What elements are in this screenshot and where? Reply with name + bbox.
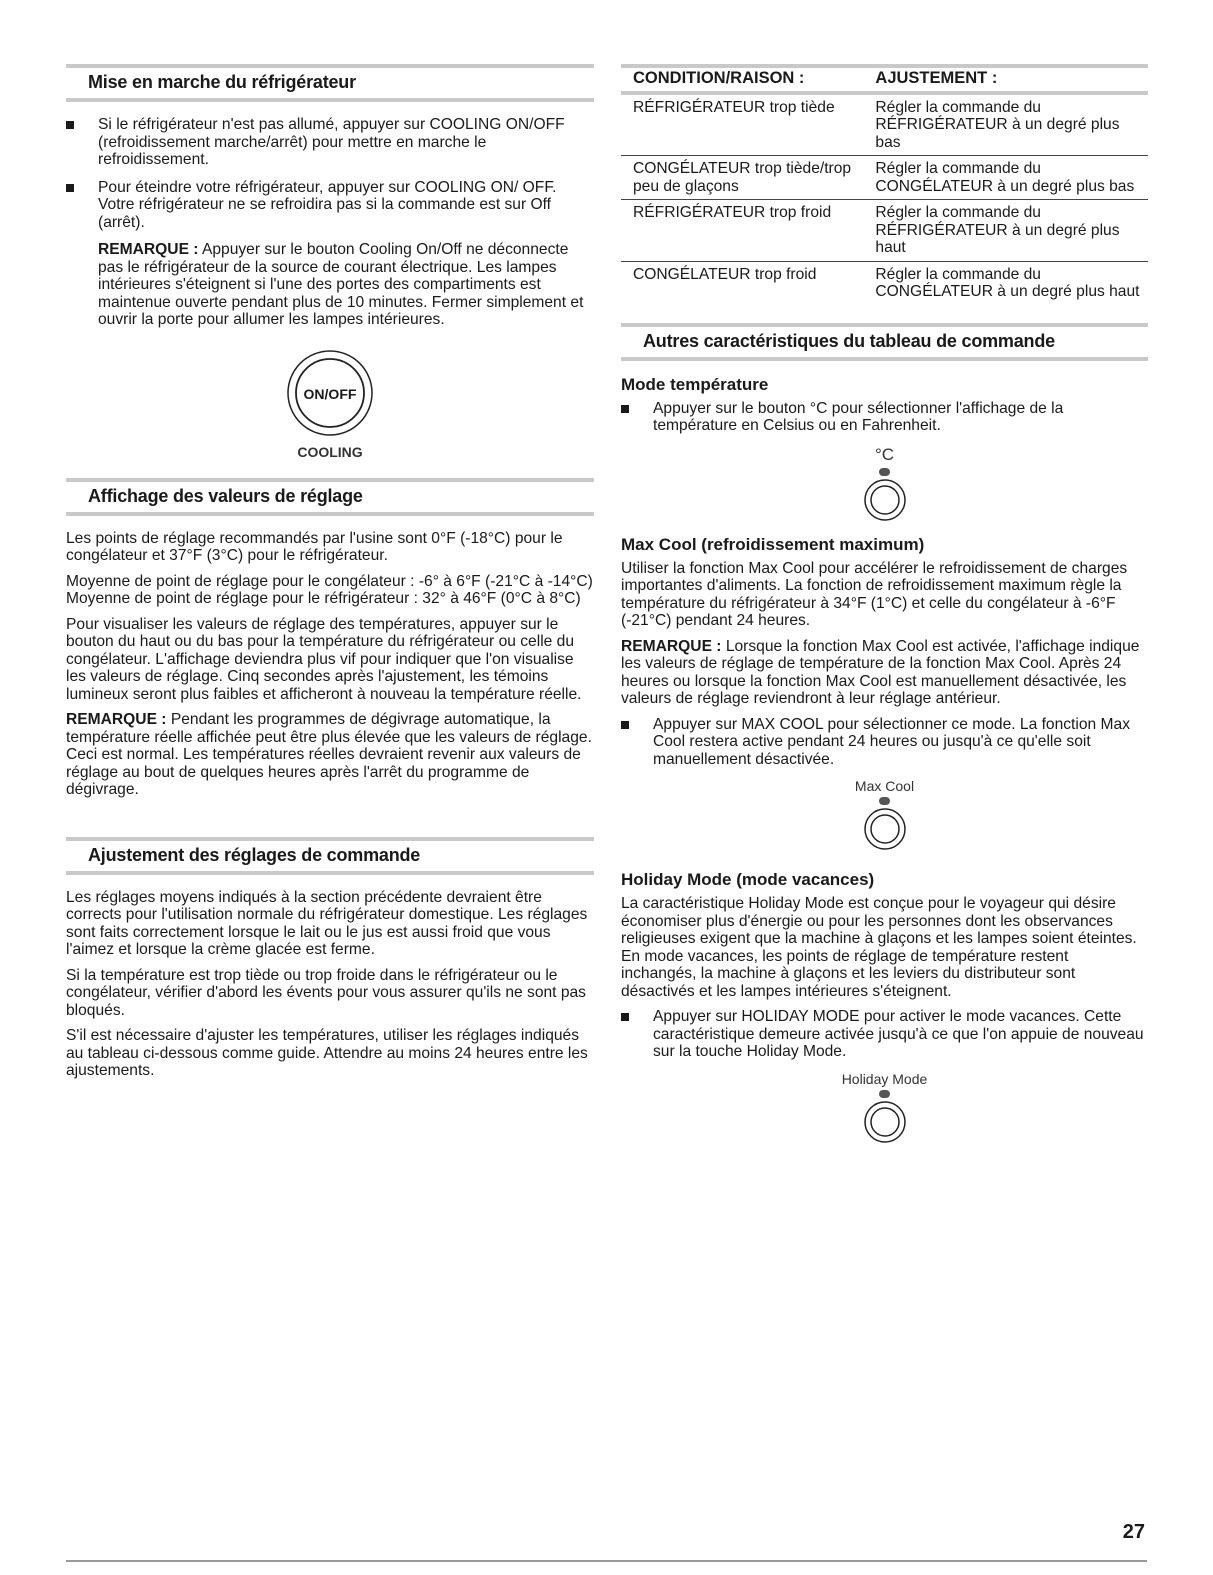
bullet-square-icon <box>621 721 629 729</box>
table-header-condition: CONDITION/RAISON : <box>633 69 805 87</box>
paragraph: S'il est nécessaire d'ajuster les températures, utiliser les réglages indiqués au tableau ci-dessous comme guide. Attendre au moins 24 heures entre les ajustements. <box>66 1027 588 1079</box>
section-title: Ajustement des réglages de commande <box>88 844 421 865</box>
table-row <box>621 261 1148 305</box>
footer-rule <box>66 1560 1147 1562</box>
page-number: 27 <box>1122 1521 1145 1543</box>
table-row <box>621 200 1148 262</box>
table-row <box>621 156 1148 200</box>
note-paragraph <box>66 241 594 329</box>
on-off-button-icon <box>280 349 380 441</box>
subheading-max-cool: Max Cool (refroidissement maximum) <box>621 534 925 554</box>
bullet-square-icon <box>66 121 74 129</box>
section-title: Mise en marche du réfrigérateur <box>88 72 356 92</box>
adjustment-cell: Régler la commande du CONGÉLATEUR à un degré plus bas <box>863 156 1148 200</box>
paragraph: Utiliser la fonction Max Cool pour accélérer le refroidissement de charges importantes d'aliments. La fonction de refroidissement maximum règle la température du réfrigérateur à 34°F (1°C) et celle du congélateur à -6°F (-21°C) pendant 24 heures. <box>621 559 1128 629</box>
paragraph: Les réglages moyens indiqués à la section précédente devraient être corrects pour l'utilisation normale du réfrigérateur domestique. Les réglages sont faits correctement lorsque le lait ou le jus est aussi froid que vous l'aimez et lorsque la crème glacée est ferme. <box>66 888 588 958</box>
right-column <box>621 64 1148 1149</box>
left-column <box>66 64 594 1088</box>
condition-cell: RÉFRIGÉRATEUR trop tiède <box>621 93 863 156</box>
bullet-text: Pour éteindre votre réfrigérateur, appuyer sur COOLING ON/ OFF. Votre réfrigérateur ne se refroidira pas si la commande est sur Off (arrêt). <box>98 178 557 231</box>
section-title: Autres caractéristiques du tableau de commande <box>643 330 1055 351</box>
holiday-mode-button-illustration <box>621 1071 1148 1149</box>
section-title: Affichage des valeurs de réglage <box>88 485 363 506</box>
condition-cell: RÉFRIGÉRATEUR trop froid <box>621 200 863 262</box>
paragraph: Moyenne de point de réglage pour le congélateur : -6° à 6°F (-21°C à -14°C) <box>66 572 593 590</box>
bullet-text: Appuyer sur le bouton °C pour sélectionner l'affichage de la température en Celsius ou en Fahrenheit. <box>653 399 1064 434</box>
bullet-item <box>66 116 594 169</box>
subheading-temp-mode: Mode température <box>621 374 769 394</box>
on-off-text: ON/OFF <box>303 385 357 402</box>
indicator-led-icon <box>879 468 890 476</box>
adjustment-table <box>621 64 1148 305</box>
note-text: Lorsque la fonction Max Cool est activée, l'affichage indique les valeurs de réglage de température de la fonction Max Cool. Après 24 heures ou lorsque la fonction Max Cool est manuellement désactivée, les valeurs de réglage reviendront à leur réglage antérieur. <box>621 637 1140 707</box>
note-label: REMARQUE : <box>621 637 722 655</box>
cooling-caption: COOLING <box>297 443 363 460</box>
note-label: REMARQUE : <box>98 241 199 258</box>
note-label: REMARQUE : <box>66 711 167 728</box>
note-text: Appuyer sur le bouton Cooling On/Off ne déconnecte pas le réfrigérateur de la source de courant électrique. Les lampes intérieures s'éteignent si l'une des portes des compartiments est maintenue ouverte pendant plus de 10 minutes. Fermer simplement et ouvrir la porte pour allumer les lampes intérieures. <box>98 241 584 328</box>
bullet-text: Appuyer sur HOLIDAY MODE pour activer le mode vacances. Cette caractéristique demeure activée jusqu'à ce que l'on appuie de nouveau sur la touche Holiday Mode. <box>653 1008 1144 1060</box>
cooling-button-illustration <box>66 349 594 460</box>
round-button-icon <box>863 478 907 522</box>
table-header-adjustment: AJUSTEMENT : <box>875 69 998 87</box>
round-button-icon <box>863 807 907 851</box>
bullet-item <box>621 1008 1148 1061</box>
indicator-led-icon <box>879 1090 890 1098</box>
bullet-square-icon <box>66 184 74 192</box>
bullet-item <box>621 400 1148 435</box>
note-text: Pendant les programmes de dégivrage automatique, la température réelle affichée peut être plus élevée que les valeurs de réglage. Ceci est normal. Les températures réelles devraient revenir aux valeurs de réglage au bout de quelques heures après l'arrêt du programme de dégivrage. <box>66 711 592 798</box>
bullet-square-icon <box>621 1013 629 1021</box>
paragraph: Les points de réglage recommandés par l'usine sont 0°F (-18°C) pour le congélateur et 37°F (3°C) pour le réfrigérateur. <box>66 529 563 564</box>
condition-cell: CONGÉLATEUR trop tiède/trop peu de glaçons <box>621 156 863 200</box>
indicator-led-icon <box>879 797 890 805</box>
section-header-adjust <box>66 837 594 875</box>
adjustment-cell: Régler la commande du RÉFRIGÉRATEUR à un degré plus haut <box>863 200 1148 262</box>
adjustment-cell: Régler la commande du RÉFRIGÉRATEUR à un degré plus bas <box>863 93 1148 156</box>
celsius-button-illustration <box>621 445 1148 527</box>
bullet-item <box>621 716 1148 769</box>
adjustment-cell: Régler la commande du CONGÉLATEUR à un degré plus haut <box>875 265 1140 300</box>
max-cool-label: Max Cool <box>854 778 915 794</box>
round-button-icon <box>863 1100 907 1144</box>
condition-cell: CONGÉLATEUR trop froid <box>633 265 817 283</box>
holiday-mode-label: Holiday Mode <box>841 1070 928 1087</box>
section-header-setpoints <box>66 478 594 516</box>
section-header-features <box>621 323 1148 361</box>
subheading-holiday-mode: Holiday Mode (mode vacances) <box>621 870 875 889</box>
paragraph: Moyenne de point de réglage pour le réfrigérateur : 32° à 46°F (0°C à 8°C) <box>66 590 581 607</box>
bullet-text: Appuyer sur MAX COOL pour sélectionner ce mode. La fonction Max Cool restera active pendant 24 heures ou jusqu'à ce qu'elle soit manuellement désactivée. <box>653 715 1130 768</box>
table-row <box>621 93 1148 156</box>
note-paragraph <box>621 638 1148 708</box>
bullet-text: Si le réfrigérateur n'est pas allumé, appuyer sur COOLING ON/OFF (refroidissement marche/arrêt) pour mettre en marche le refroidissement. <box>98 116 565 168</box>
max-cool-button-illustration <box>621 778 1148 856</box>
celsius-label: °C <box>874 444 895 464</box>
paragraph: La caractéristique Holiday Mode est conçue pour le voyageur qui désire économiser plus d'énergie ou pour les personnes dont les observances religieuses exigent que la machine à glaçons et les lampes soient éteintes. En mode vacances, les points de réglage de température restent inchangés, la machine à glaçons et les leviers du distributeur sont désactivés et les lampes intérieures s'éteignent. <box>621 895 1137 1000</box>
note-paragraph <box>66 711 594 799</box>
bullet-square-icon <box>621 405 629 413</box>
paragraph: Pour visualiser les valeurs de réglage des températures, appuyer sur le bouton du haut ou du bas pour la température du réfrigérateur ou celle du congélateur. L'affichage deviendra plus vif pour indiquer que l'on visualise les valeurs de réglage. Cinq secondes après l'ajustement, les témoins lumineux seront plus faibles et afficheront à nouveau la température réelle. <box>66 615 582 703</box>
paragraph: Si la température est trop tiède ou trop froide dans le réfrigérateur ou le congélateur, vérifier d'abord les évents pour vous assurer qu'ils ne sont pas bloqués. <box>66 966 586 1019</box>
section-header-startup <box>66 64 594 102</box>
bullet-item <box>66 179 594 232</box>
